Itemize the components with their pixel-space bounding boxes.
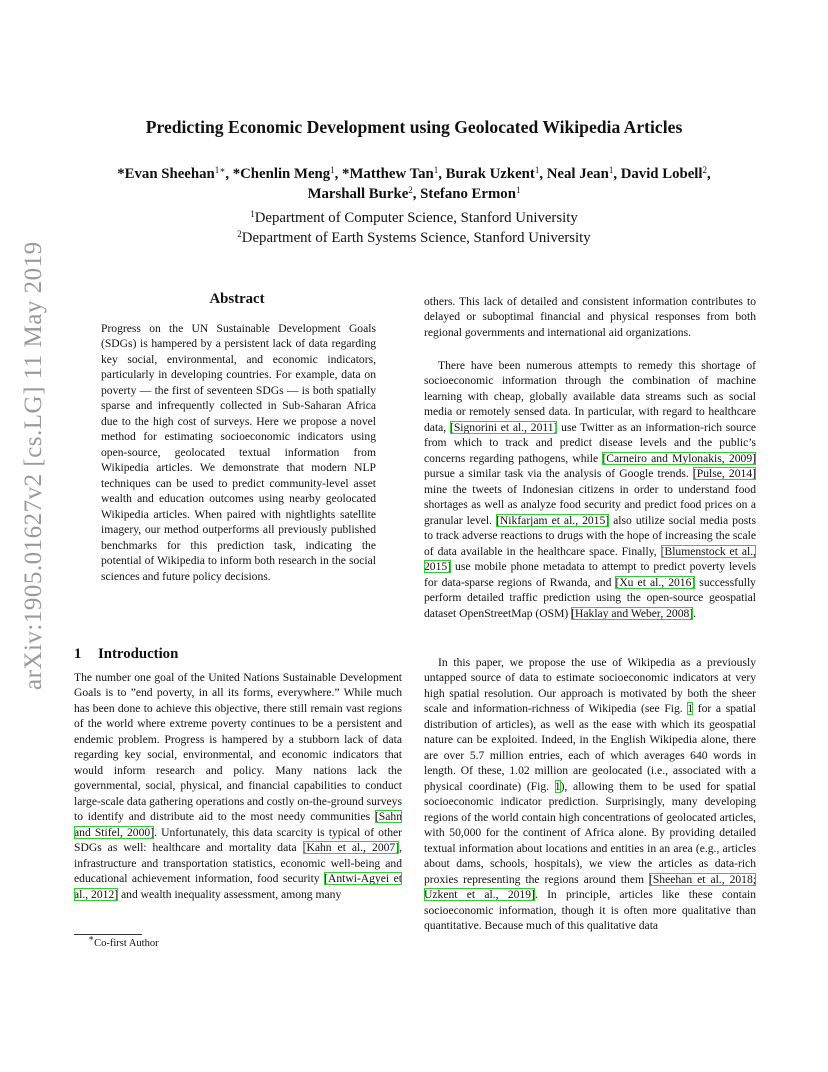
author-mark: 1 xyxy=(608,165,614,175)
citation-link[interactable]: [Haklay and Weber, 2008] xyxy=(571,606,694,620)
affiliation-text: Department of Computer Science, Stanford University xyxy=(254,210,578,226)
author-name: Marshall Burke xyxy=(307,186,409,202)
body-text: ), allowing them to be used for spatial socioeconomic indicator prediction. Surprisingly, many developing regions of the world contain high concentrations of geolocated articles, with 50,000 for the continent of Africa alone. By providing detailed textual information about locations and entities in an area (e.g., articles about dams, schools, hospitals), we view the articles as data-rich proxies representing the regions around them xyxy=(424,779,756,886)
citation-link[interactable]: [Carneiro and Mylonakis, 2009] xyxy=(602,451,756,465)
abstract-heading: Abstract xyxy=(209,291,265,307)
body-text: . xyxy=(693,606,697,620)
body-text: and wealth inequality assessment, among many xyxy=(118,887,342,901)
section-heading xyxy=(74,646,178,663)
author-name: , David Lobell xyxy=(613,166,703,182)
citation-link[interactable]: [Antwi-Agyei et al., 2012] xyxy=(74,872,402,901)
citation-link[interactable]: [Kahn et al., 2007] xyxy=(302,841,400,855)
affiliation-mark: 2 xyxy=(237,229,242,239)
arxiv-stamp: arXiv:1905.01627v2 [cs.LG] 11 May 2019 xyxy=(20,241,47,690)
affiliation-mark: 1 xyxy=(250,209,255,219)
author-name: , *Matthew Tan xyxy=(334,166,434,182)
affiliation-text: Department of Earth Systems Science, Stanford University xyxy=(241,230,591,246)
body-text: also utilize social media posts to track adverse reactions to drugs with the hope of increasing the scale of data available in the healthcare space. Finally, xyxy=(424,513,757,558)
body-paragraph xyxy=(424,655,756,934)
citation-link[interactable]: [Sheehan et al., 2018; Uzkent et al., 2019] xyxy=(424,872,756,902)
body-text: for a spatial distribution of articles), as well as the ease with which its geospatial nature can be exploited. Indeed, in the English Wikipedia alone, there are over 5.7 million entries, each of which averages 640 words in length. Of these, 1.02 million are geolocated (i.e., associated with a physical coordinate) (Fig. xyxy=(424,702,756,793)
author-mark: 1∗ xyxy=(214,165,226,175)
citation-link[interactable]: [Pulse, 2014] xyxy=(692,467,756,481)
body-text: In this paper, we propose the use of Wikipedia as a previously untapped source of data to estimate socioeconomic indicators at very high spatial resolution. Our approach is motivated by both the sheer scale and information-richness of Wikipedia (see Fig. xyxy=(424,656,756,716)
author-name: , Neal Jean xyxy=(539,166,609,182)
author-mark: 2 xyxy=(408,185,413,195)
citation-link[interactable]: [Signorini et al., 2011] xyxy=(449,420,558,434)
body-text: mine the tweets of Indonesian citizens in order to understand food shortages as well as analyze food security and predict food prices on a granular level. xyxy=(424,482,756,527)
paper-title: Predicting Economic Development using Geolocated Wikipedia Articles xyxy=(145,117,683,137)
author-list: *Evan Sheehan$^{1∗}$, *Chenlin Meng$^1$, *Matthew Tan$^1$, Burak Uzkent$^1$, Neal Jean$^1$, David Lobell$^2$, Marshall Burke$^2$, Stefano Ermon$^1$ xyxy=(117,165,711,202)
body-paragraph: others. This lack of detailed and consistent information contributes to delayed or suboptimal financial and physical responses from both regional governments and international aid organizations. xyxy=(424,295,756,339)
body-text: . Unfortunately, this data scarcity is typical of other SDGs as well: healthcare and mortality data xyxy=(74,825,402,855)
author-mark: 1 xyxy=(515,185,521,195)
citation-link[interactable]: [Sahn and Stifel, 2000] xyxy=(74,810,402,839)
body-text: The number one goal of the United Nations Sustainable Development Goals is to ”end poverty, in all its forms, everywhere.” While much has been done to achieve this objective, there still remain vast regions of the world where extreme poverty continues to be a persistent and endemic problem. Progress is hampered by a stubborn lack of data regarding key social, environmental, and economic indicators that would inform research and policy. Many nations lack the governmental, social, physical, and financial capabilities to conduct large-scale data gathering operations and costly on-the-ground surveys to identify and distribute aid to the most needy communities xyxy=(74,671,402,824)
affiliation xyxy=(0,230,828,247)
author-name: , *Chenlin Meng xyxy=(225,166,331,182)
section-number: 1 xyxy=(74,646,82,662)
author-mark: 1 xyxy=(433,165,439,175)
footnote-text: Co-first Author xyxy=(94,938,159,949)
body-text: successfully perform detailed traffic prediction using the open-source geospatial dataset OpenStreetMap (OSM) xyxy=(424,575,756,620)
body-text: . In principle, articles like these contain socioeconomic information, though it is often more qualitative than quantitative. Because much of this qualitative data xyxy=(424,888,756,933)
footnote-mark: ∗ xyxy=(88,933,95,943)
author-name: , Burak Uzkent xyxy=(438,166,535,182)
author-mark: 2 xyxy=(702,165,708,175)
intro-paragraph xyxy=(74,670,402,902)
author-name: , Stefano Ermon xyxy=(412,186,516,202)
abstract-text: Progress on the UN Sustainable Development Goals (SDGs) is hampered by a persistent lack of data regarding key social, environmental, and economic indicators, particularly in developing countries. For example, data on poverty — the first of seventeen SDGs — is both spatially sparse and infrequently collected in Sub-Saharan Africa due to the high cost of surveys. Here we propose a novel method for estimating socioeconomic indicators using open-source, geolocated textual information from Wikipedia articles. We demonstrate that modern NLP techniques can be used to predict community-level asset wealth and education outcomes using nearby geolocated Wikipedia articles. When paired with nightlights satellite imagery, our method outperforms all previously published benchmarks for this prediction task, indicating the potential of Wikipedia to inform both research in the social sciences and future policy decisions. xyxy=(101,322,376,583)
body-text: use mobile phone metadata to attempt to predict poverty levels for data-sparse regions of Rwanda, and xyxy=(424,560,756,589)
body-paragraph xyxy=(424,358,756,621)
body-text: use Twitter as an information-rich source from which to track and predict disease levels and the public’s concerns regarding pathogens, while xyxy=(424,420,756,465)
author-name: *Evan Sheehan xyxy=(117,166,215,182)
citation-link[interactable]: [Blumenstock et al., 2015] xyxy=(424,544,757,574)
figure-link[interactable]: 1 xyxy=(554,779,561,793)
affiliation xyxy=(0,210,828,227)
author-mark: 1 xyxy=(330,165,335,175)
section-title: Introduction xyxy=(98,646,179,662)
footnote xyxy=(88,933,159,949)
body-text: There have been numerous attempts to remedy this shortage of socioeconomic information through the combination of machine learning with cheap, globally available data streams such as social media or remotely sensed data. In particular, with regard to healthcare data, xyxy=(424,359,756,434)
body-text: pursue a similar task via the analysis of Google trends. xyxy=(424,467,693,481)
figure-link[interactable]: 1 xyxy=(687,702,694,716)
footnote-rule xyxy=(74,934,142,935)
citation-link[interactable]: [Nikfarjam et al., 2015] xyxy=(496,513,610,527)
author-mark: 1 xyxy=(534,165,540,175)
citation-link[interactable]: [Xu et al., 2016] xyxy=(615,575,696,589)
body-text: , infrastructure and transportation statistics, economic well-being and educational achievement information, food security xyxy=(74,841,402,886)
